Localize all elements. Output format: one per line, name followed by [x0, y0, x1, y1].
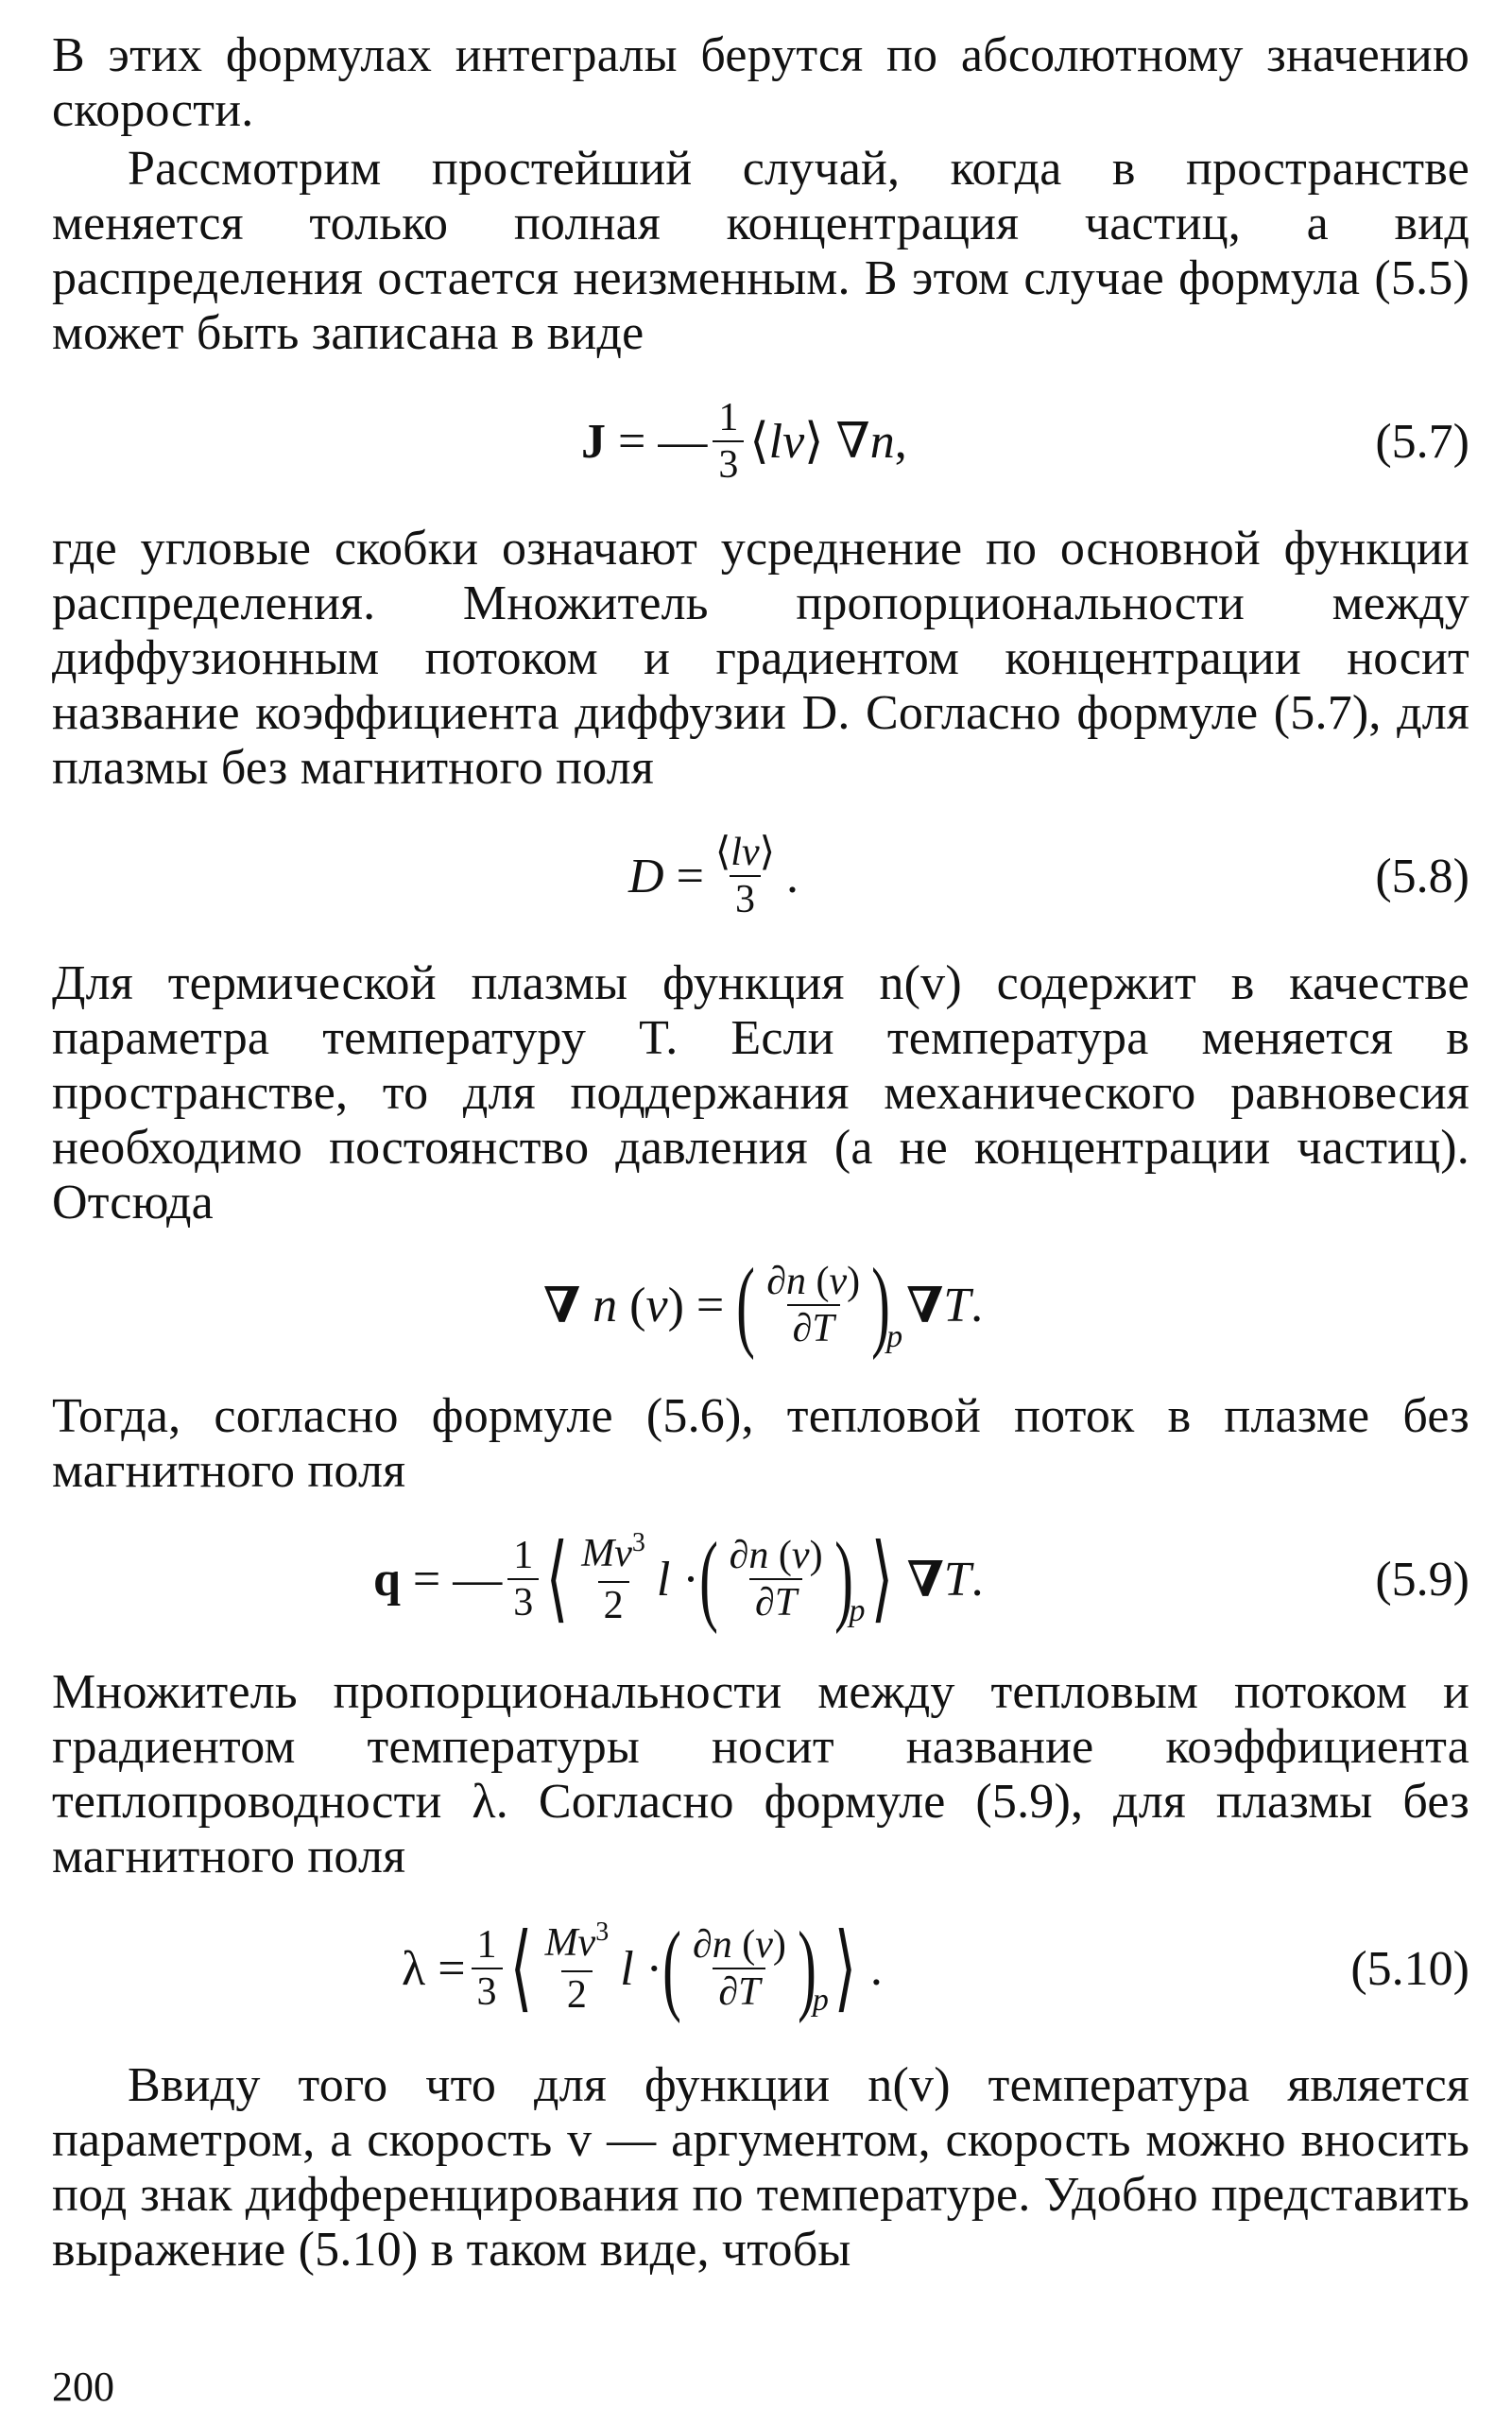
- equation-5-8-body: D = $\frac{⟨lv⟩}{3}$ .: [628, 831, 799, 921]
- equation-gradient-n: [52, 1234, 1469, 1376]
- equation-5-7: [52, 370, 1469, 512]
- paragraph-4: Для термической плазмы функция n(v) содержит в качестве параметра температуру T. Если температура меняется в пространстве, то для поддержания механического равновесия необходимо постоянство давления (а не концентрации частиц). Отсюда: [52, 956, 1469, 1229]
- paragraph-7: Ввиду того что для функции n(v) температура является параметром, а скорость v — аргументом, скорость можно вносить под знак дифференцирования по температуре. Удобно представить выражение (5.10) в таком виде, чтобы: [52, 2058, 1469, 2277]
- page-number: 200: [52, 2364, 114, 2410]
- equation-gradient-n-body: ∇ n ( v ) = ( $\frac{\partial n (v)}{\partial T}$ ) p ∇ T .: [543, 1248, 984, 1361]
- equation-number: (5.8): [1375, 849, 1469, 903]
- equation-number: (5.10): [1350, 1941, 1469, 1996]
- page-content: [52, 28, 1469, 2278]
- paragraph-6: Множитель пропорциональности между тепловым потоком и градиентом температуры носит название коэффициента теплопроводности λ. Согласно формуле (5.9), для плазмы без магнитного поля: [52, 1665, 1469, 1883]
- paragraph-2: Рассмотрим простейший случай, когда в пространстве меняется только полная концентрация частиц, а вид распределения остается неизменным. В этом случае формула (5.5) может быть записана в виде: [52, 142, 1469, 360]
- equation-5-9-body: q = — $\frac{1}{3}$ ⟨ $\frac{Mv^3}{2}$ l · ( $\frac{\partial n (v)}{\partial T}$ ) p ⟩ ∇ T .: [373, 1522, 984, 1635]
- equation-5-7-body: J = — $\frac{1}{3}$ ⟨ lv ⟩ ∇ n ,: [581, 396, 907, 487]
- paragraph-3: где угловые скобки означают усреднение по основной функции распределения. Множитель пропорциональности между диффузионным потоком и градиентом концентрации носит название коэффициента диффузии D. Согласно формуле (5.7), для плазмы без магнитного поля: [52, 522, 1469, 795]
- equation-number: (5.9): [1375, 1552, 1469, 1607]
- equation-number: (5.7): [1375, 414, 1469, 469]
- paragraph-1: В этих формулах интегралы берутся по абсолютному значению скорости.: [52, 28, 1469, 137]
- equation-5-10-body: λ = $\frac{1}{3}$ ⟨ $\frac{Mv^3}{2}$ l · ( $\frac{\partial n (v)}{\partial T}$ ) p ⟩ .: [402, 1912, 883, 2024]
- paragraph-5: Тогда, согласно формуле (5.6), тепловой поток в плазме без магнитного поля: [52, 1389, 1469, 1498]
- equation-5-10: [52, 1898, 1469, 2039]
- equation-5-9: [52, 1508, 1469, 1650]
- equation-5-8: [52, 805, 1469, 947]
